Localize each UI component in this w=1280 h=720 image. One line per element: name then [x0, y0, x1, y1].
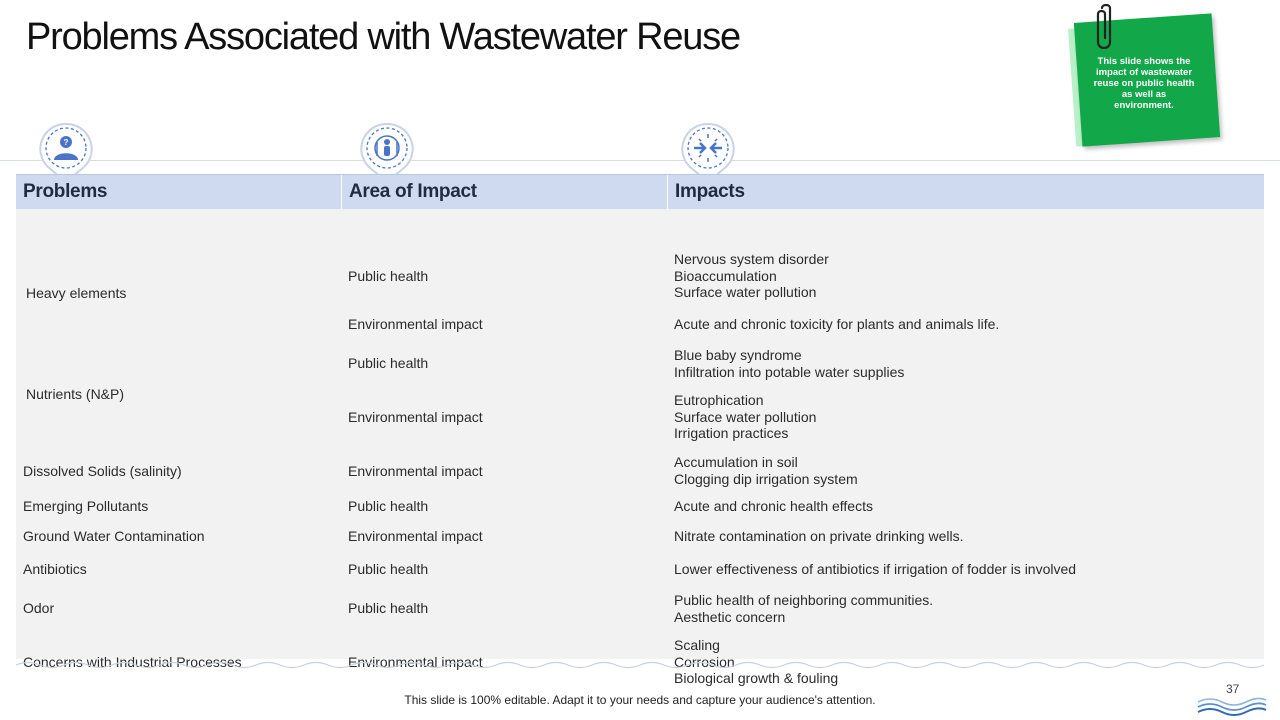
header-area-of-impact: Area of Impact — [341, 175, 667, 209]
impact-line: Surface water pollution — [674, 408, 817, 425]
area-cell: Environmental impact — [348, 654, 483, 670]
wave-divider — [16, 658, 1264, 672]
impact-cell — [674, 251, 829, 301]
impact-line: Irrigation practices — [674, 425, 789, 441]
waves-logo-icon — [1196, 696, 1268, 718]
header-problems: Problems — [23, 181, 108, 202]
problem-cell: Odor — [23, 600, 55, 616]
impact-line: Biological growth & fouling — [674, 670, 839, 686]
area-cell: Environmental impact — [348, 463, 483, 479]
impact-line: Accumulation in soil — [674, 454, 798, 470]
slide-title: Problems Associated with Wastewater Reuse — [26, 16, 740, 58]
problem-cell: Heavy elements — [26, 285, 127, 301]
header-impacts: Impacts — [667, 175, 1264, 209]
footer-text: This slide is 100% editable. Adapt it to your needs and capture your audience's attention. — [404, 693, 876, 707]
impact-line: Aesthetic concern — [674, 608, 786, 625]
header-divider — [0, 160, 1280, 161]
impact-line: Clogging dip irrigation system — [674, 470, 858, 487]
impact-line: Acute and chronic health effects — [674, 498, 873, 514]
impact-line: Blue baby syndrome — [674, 347, 802, 363]
impact-line: Nervous system disorder — [674, 251, 829, 267]
impact-cell — [674, 347, 904, 380]
impact-cell — [674, 392, 816, 442]
problems-table — [16, 174, 1264, 686]
impact-line: Corrosion — [674, 653, 735, 670]
impact-line: Infiltration into potable water supplies — [674, 363, 905, 380]
sticky-note — [1066, 4, 1226, 154]
area-cell: Public health — [348, 561, 429, 577]
impact-line: Acute and chronic toxicity for plants and animals life. — [674, 316, 1000, 332]
table-header — [16, 174, 1264, 209]
area-cell: Public health — [348, 268, 429, 284]
problem-cell: Antibiotics — [23, 561, 87, 577]
impact-line: Eutrophication — [674, 392, 764, 408]
problem-cell: Nutrients (N&P) — [26, 386, 125, 402]
impact-cell — [674, 561, 1076, 578]
impact-line: Bioaccumulation — [674, 267, 777, 284]
impact-line: Surface water pollution — [674, 284, 817, 300]
svg-text:?: ? — [63, 138, 69, 147]
problem-cell: Ground Water Contamination — [23, 528, 205, 544]
problem-cell: Concerns with Industrial Processes — [23, 654, 242, 670]
area-cell: Public health — [348, 355, 429, 371]
area-cell: Public health — [348, 600, 429, 616]
impact-line: Lower effectiveness of antibiotics if irrigation of fodder is involved — [674, 561, 1077, 577]
impact-cell — [674, 316, 999, 333]
area-cell: Environmental impact — [348, 409, 483, 425]
page-number: 37 — [1226, 682, 1240, 696]
paperclip-icon — [1092, 4, 1122, 54]
impact-cell — [674, 592, 933, 625]
area-cell: Public health — [348, 498, 429, 514]
area-cell: Environmental impact — [348, 528, 483, 544]
problem-cell: Dissolved Solids (salinity) — [23, 463, 182, 479]
impact-cell — [674, 498, 873, 515]
note-text: This slide shows the impact of wastewater reuse on public health as well as environment. — [1093, 56, 1195, 111]
impact-line: Scaling — [674, 637, 720, 653]
problem-cell: Emerging Pollutants — [23, 498, 149, 514]
impact-line: Public health of neighboring communities. — [674, 592, 934, 608]
area-cell: Environmental impact — [348, 316, 483, 332]
table-body — [16, 209, 1264, 686]
impact-cell — [674, 528, 963, 545]
impact-cell — [674, 454, 858, 487]
impact-line: Nitrate contamination on private drinking wells. — [674, 528, 964, 544]
